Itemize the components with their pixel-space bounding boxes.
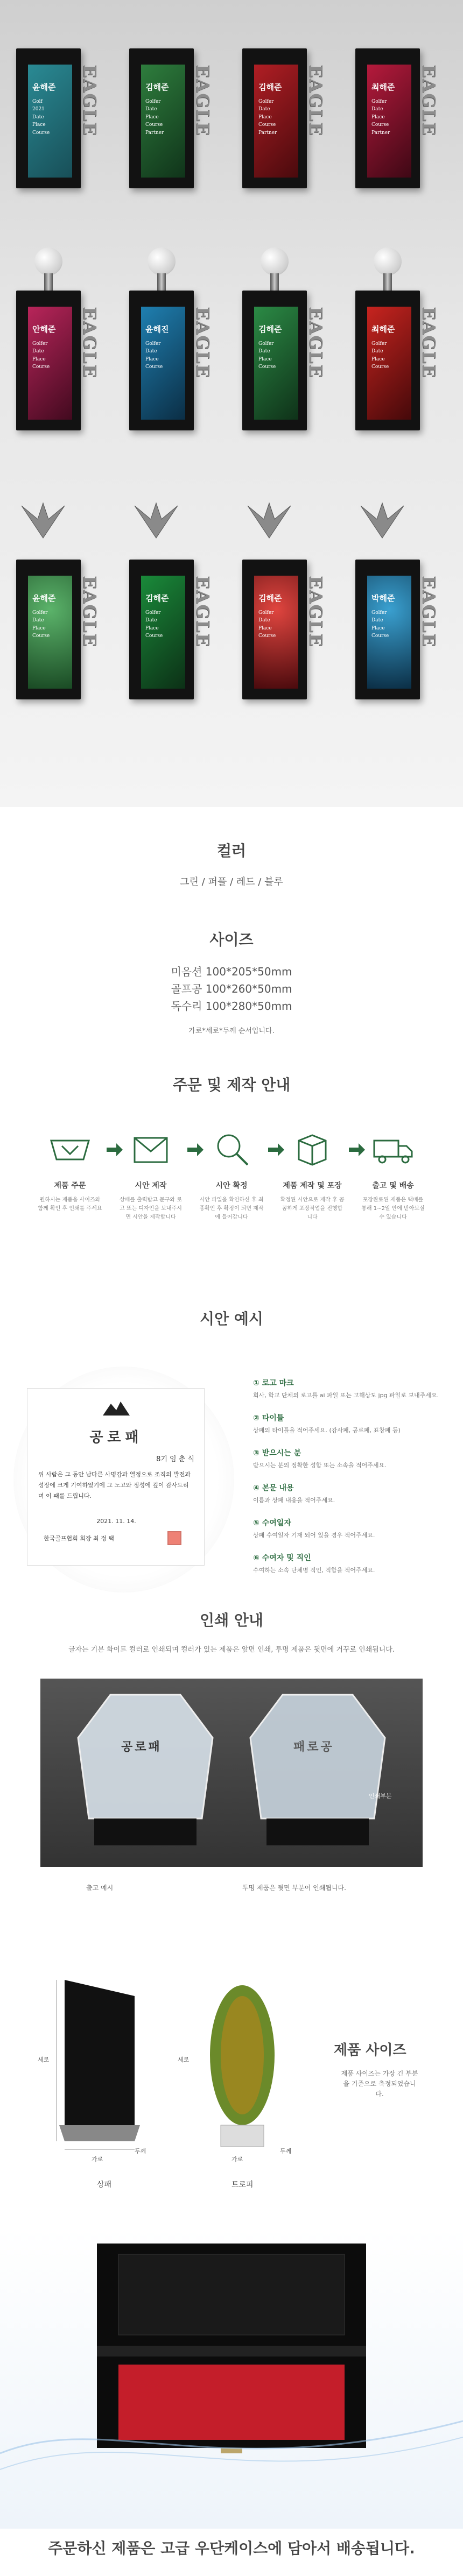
- magnifier-icon: [207, 1127, 256, 1170]
- crystal-plaque-back: [245, 1689, 390, 1856]
- trophy-name: 김해준: [145, 593, 169, 603]
- eagle-word: EAGLE: [419, 65, 439, 137]
- product-size-title: 제품 사이즈: [334, 2042, 406, 2058]
- width-label-2: 가로: [232, 2156, 243, 2163]
- size-note: 가로*세로*두께 순서입니다.: [188, 1027, 275, 1035]
- step-label: 시안 확정: [215, 1181, 248, 1190]
- box-icon: [288, 1127, 336, 1170]
- trophy-name: 김해준: [258, 593, 282, 603]
- width-label: 가로: [92, 2156, 103, 2163]
- step-label: 제품 주문: [54, 1181, 86, 1190]
- trophy-name: 최해준: [371, 324, 395, 334]
- plaque-front-title: 공로패: [121, 1740, 162, 1754]
- golf-ball-icon: [34, 247, 62, 275]
- eagle-word: EAGLE: [193, 307, 213, 379]
- sample-item-1: ① 로고 마크 회사, 학교 단체의 로고를 ai 파일 또는 고해상도 jpg 파일로 보내주세요.: [253, 1379, 439, 1399]
- color-options: 그린 / 퍼플 / 레드 / 블루: [180, 876, 283, 888]
- step-produce: [280, 1127, 345, 1222]
- eagle-word: EAGLE: [306, 307, 326, 379]
- step-confirm: [199, 1127, 264, 1222]
- trophy-name: 안해준: [32, 324, 56, 334]
- order-process: [38, 1127, 425, 1245]
- wave-decoration: [0, 2389, 463, 2496]
- cert-body: 위 사람은 그 동안 남다른 사명감과 열정으로 조직의 발전과 성장에 크게 기여하였기에 그 노고와 정성에 깊이 감사드리며 이 패를 드립니다.: [38, 1471, 191, 1499]
- trophy-caption: 트로피: [232, 2181, 254, 2189]
- plaque-size-diagram: [54, 1975, 145, 2152]
- basket-icon: [46, 1127, 94, 1170]
- trophy-neck: [157, 273, 166, 291]
- trophy-neck: [270, 273, 279, 291]
- size-line-1: 미음션 100*205*50mm: [171, 965, 292, 978]
- trophy-name: 윤해준: [32, 82, 56, 92]
- eagle-word: EAGLE: [80, 307, 100, 379]
- sample-item-2: ② 타이틀 상패의 타이틀을 적어주세요. (감사패, 공로패, 표창패 등): [253, 1414, 401, 1434]
- cert-name: 8기 임 춘 식: [156, 1455, 194, 1463]
- trophy-size-diagram: [188, 1975, 296, 2152]
- print-desc: 글자는 기본 화이트 컬러로 인쇄되며 컬러가 있는 제품은 앞면 인쇄, 투명 제품은 뒷면에 거꾸로 인쇄됩니다.: [68, 1646, 395, 1654]
- cert-org: 한국골프협회 회장 최 정 택: [44, 1535, 114, 1542]
- eagle-word: EAGLE: [193, 65, 213, 137]
- eagle-word: EAGLE: [306, 576, 326, 648]
- size-line-3: 독수리 100*280*50mm: [171, 1000, 292, 1013]
- step-label: 출고 및 배송: [372, 1181, 414, 1190]
- mail-check-icon: [127, 1127, 175, 1170]
- size-title: 사이즈: [209, 931, 254, 949]
- product-size-desc: 제품 사이즈는 가장 긴 부분을 기준으로 측정되었습니다.: [341, 2070, 418, 2098]
- golf-ball-icon: [148, 247, 176, 275]
- trophy-name: 윤해진: [145, 324, 169, 334]
- trophy-neck: [383, 273, 392, 291]
- order-title: 주문 및 제작 안내: [172, 1076, 291, 1094]
- sample-title: 시안 예시: [200, 1310, 263, 1328]
- mountain-logo-icon: [103, 1399, 130, 1416]
- step-desc: 포장완료된 제품은 택배를 통해 1~2일 안에 받아보실 수 있습니다: [361, 1197, 425, 1220]
- step-desc: 확정된 시안으로 제작 후 꼼꼼하게 포장작업을 진행합니다: [280, 1197, 345, 1220]
- step-label: 시안 제작: [135, 1181, 167, 1190]
- sample-item-3: ③ 받으시는 분 받으시는 분의 정확한 성함 또는 소속을 적어주세요.: [253, 1449, 387, 1469]
- eagle-statue-icon: [124, 500, 188, 543]
- depth-label-2: 두께: [280, 2148, 292, 2155]
- step-desc: 상패를 출력받고 문구와 로고 또는 디자인을 보내주시면 시안을 제작합니다: [120, 1197, 182, 1220]
- cert-title: 공로패: [89, 1429, 143, 1446]
- trophy-neck: [44, 273, 53, 291]
- sample-item-5: ⑤ 수여일자 상패 수여일자 기재 되어 있을 경우 적어주세요.: [253, 1519, 375, 1539]
- print-part-label: 인쇄부분: [369, 1793, 392, 1800]
- step-desc: 원하시는 제품을 사이즈와 함께 확인 후 인쇄를 주세요: [38, 1197, 102, 1212]
- eagle-word: EAGLE: [193, 576, 213, 648]
- crystal-plaque-front: [73, 1689, 218, 1856]
- sample-item-6: ⑥ 수여자 및 직인 수여하는 소속 단체명 직인, 직함을 적어주세요.: [253, 1554, 375, 1574]
- trophy-name: 김해준: [258, 82, 282, 92]
- step-order: [38, 1127, 102, 1213]
- case-text: 주문하신 제품은 고급 우단케이스에 담아서 배송됩니다.: [48, 2539, 415, 2557]
- eagle-word: EAGLE: [306, 65, 326, 137]
- cert-date: 2021. 11. 14.: [96, 1518, 136, 1525]
- hero-product-gallery: 윤해준 Golf 2021 Date Place Course EAGLE 김해준 Golfer Date Place Course Partner EAGLE 김해준 Golfer Date Place Course Partner EAGLE 최해준 Golfer Date Place Course Partner EAGLE 안해준 Golfer Date Place Course EAGLE 윤해진 Golfer Date Place Course EAGLE 김해준 Golfer Date Place Course EAGLE 최해준 Golfer Date Place Course EAGLE 윤해준 Golfer Date Place Course EAGLE 김해준 Golfer Date Place Course EAGLE 김해준 Golfer Date Place Course EAGLE 박해준 Golfer Date Place Course EAGLE: [0, 0, 463, 807]
- case-section: [0, 2227, 463, 2529]
- sample-item-4: ④ 본문 내용 이름과 상패 내용을 적어주세요.: [253, 1484, 335, 1504]
- eagle-word: EAGLE: [419, 307, 439, 379]
- eagle-word: EAGLE: [80, 576, 100, 648]
- height-label: 세로: [38, 2056, 50, 2063]
- eagle-statue-icon: [237, 500, 301, 543]
- color-title: 컬러: [216, 842, 247, 860]
- eagle-statue-icon: [350, 500, 415, 543]
- height-label-2: 세로: [178, 2056, 190, 2063]
- step-desc: 시안 파일을 확인하신 후 최종확인 후 확정이 되면 제작에 들어갑니다: [199, 1197, 264, 1220]
- print-caption-right: 투명 제품은 뒷면 부분이 인쇄됩니다.: [242, 1884, 346, 1892]
- step-ship: [361, 1127, 425, 1222]
- depth-label: 두께: [135, 2148, 146, 2155]
- truck-icon: [369, 1127, 417, 1170]
- eagle-word: EAGLE: [80, 65, 100, 137]
- step-label: 제품 제작 및 포장: [283, 1181, 342, 1190]
- trophy-name: 김해준: [145, 82, 169, 92]
- print-photo: [40, 1679, 423, 1867]
- trophy-name: 윤해준: [32, 593, 56, 603]
- eagle-statue-icon: [11, 500, 75, 543]
- golf-ball-icon: [374, 247, 402, 275]
- trophy-name: 최해준: [371, 82, 395, 92]
- plaque-back-title: 패로공: [293, 1740, 334, 1754]
- trophy-name: 박해준: [371, 593, 395, 603]
- golf-ball-icon: [261, 247, 289, 275]
- print-title: 인쇄 안내: [200, 1611, 263, 1629]
- size-line-2: 골프공 100*260*50mm: [171, 982, 292, 995]
- trophy-name: 김해준: [258, 324, 282, 334]
- plaque-caption: 상패: [97, 2181, 112, 2189]
- step-draft: [118, 1127, 183, 1222]
- eagle-word: EAGLE: [419, 576, 439, 648]
- cert-sample: [27, 1388, 205, 1566]
- print-caption-left: 출고 예시: [86, 1884, 114, 1892]
- seal-stamp-icon: [167, 1531, 181, 1545]
